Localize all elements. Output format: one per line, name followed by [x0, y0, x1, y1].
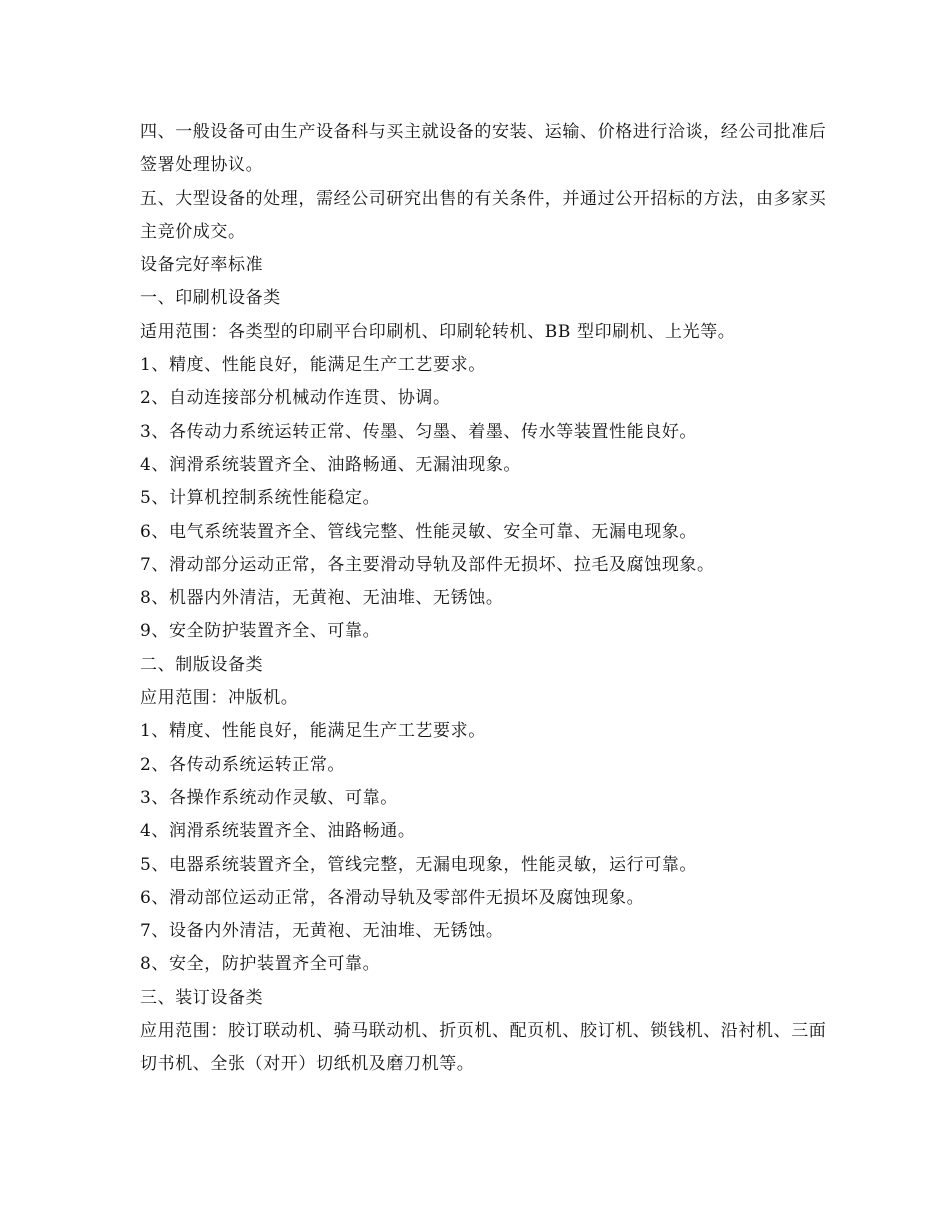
platemaking-item-2: 2、各传动系统运转正常。	[140, 754, 346, 775]
platemaking-item-8: 8、安全，防护装置齐全可靠。	[140, 954, 381, 975]
printing-item-9: 9、安全防护装置齐全、可靠。	[140, 621, 381, 642]
platemaking-item-5: 5、电器系统装置齐全，管线完整，无漏电现象，性能灵敏，运行可靠。	[140, 854, 698, 875]
printing-item-5: 5、计算机控制系统性能稳定。	[140, 488, 381, 509]
section-heading-equipment-intact-rate: 设备完好率标准	[140, 255, 264, 276]
document-body	[140, 116, 830, 1082]
printing-item-1: 1、精度、性能良好，能满足生产工艺要求。	[140, 355, 486, 376]
subheading-platemaking-equipment: 二、制版设备类	[140, 654, 264, 675]
subheading-printing-equipment: 一、印刷机设备类	[140, 288, 281, 309]
paragraph-general-equipment-disposal: 四、一般设备可由生产设备科与买主就设备的安装、运输、价格进行洽谈，经公司批准后签署处理协议。	[140, 122, 827, 176]
printing-item-2: 2、自动连接部分机械动作连贯、协调。	[140, 388, 451, 409]
platemaking-item-6: 6、滑动部位运动正常，各滑动导轨及零部件无损坏及腐蚀现象。	[140, 887, 645, 908]
platemaking-scope: 应用范围：冲版机。	[140, 688, 299, 709]
platemaking-item-7: 7、设备内外清洁，无黄袍、无油堆、无锈蚀。	[140, 921, 504, 942]
platemaking-item-4: 4、润滑系统装置齐全、油路畅通。	[140, 821, 416, 842]
printing-item-8: 8、机器内外清洁，无黄袍、无油堆、无锈蚀。	[140, 588, 504, 609]
printing-item-7: 7、滑动部分运动正常，各主要滑动导轨及部件无损坏、拉毛及腐蚀现象。	[140, 554, 715, 575]
printing-scope: 适用范围：各类型的印刷平台印刷机、印刷轮转机、BB 型印刷机、上光等。	[140, 321, 736, 342]
printing-item-4: 4、润滑系统装置齐全、油路畅通、无漏油现象。	[140, 454, 522, 475]
printing-item-3: 3、各传动力系统运转正常、传墨、匀墨、着墨、传水等装置性能良好。	[140, 421, 698, 442]
subheading-binding-equipment: 三、装订设备类	[140, 987, 264, 1008]
platemaking-item-1: 1、精度、性能良好，能满足生产工艺要求。	[140, 721, 486, 742]
paragraph-large-equipment-disposal: 五、大型设备的处理，需经公司研究出售的有关条件，并通过公开招标的方法，由多家买主竞价成交。	[140, 188, 827, 242]
platemaking-item-3: 3、各操作系统动作灵敏、可靠。	[140, 787, 398, 808]
printing-item-6: 6、电气系统装置齐全、管线完整、性能灵敏、安全可靠、无漏电现象。	[140, 521, 698, 542]
binding-scope: 应用范围：胶订联动机、骑马联动机、折页机、配页机、胶订机、锁钱机、沿衬机、三面切书机、全张（对开）切纸机及磨刀机等。	[140, 1021, 827, 1075]
